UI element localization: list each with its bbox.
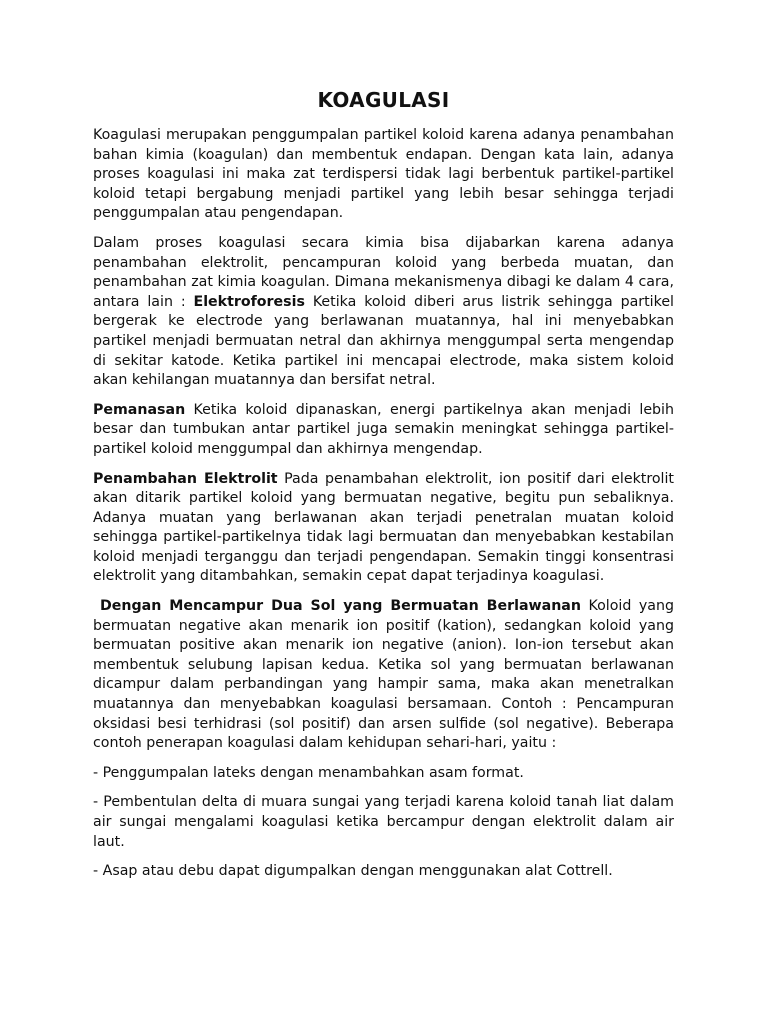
paragraph-mechanism-rest: Ketika koloid diberi arus listrik sehingga partikel bergerak ke electrode yang berlawanan muatannya, hal ini menyebabkan partikel menjadi bermuatan netral dan akhirnya menggumpal serta mengendap di sekitar katode. Ketika partikel ini mencapai electrode, maka sistem koloid akan kehilangan muatannya dan bersifat netral. [93,293,674,389]
paragraph-elektrolit [93,470,674,588]
document-title: KOAGULASI [317,88,450,112]
paragraph-dua-sol-text: Koloid yang bermuatan negative akan menarik ion positif (kation), sedangkan koloid yang bermuatan positive akan menarik ion negative (anion). Ion-ion tersebut akan membentuk selubung lapisan kedua. Ketika sol yang bermuatan berlawanan dicampur dalam perbandingan yang hampir sama, maka akan menetralkan muatannya dan menyebabkan koagulasi bersamaan. Contoh : Pencampuran oksidasi besi terhidrasi (sol positif) dan arsen sulfide (sol negative). Beberapa contoh penerapan koagulasi dalam kehidupan sehari-hari, yaitu : [93,598,674,752]
paragraph-definition: Koagulasi merupakan penggumpalan partikel koloid karena adanya penambahan bahan kimia (koagulan) dan membentuk endapan. Dengan kata lain, adanya proses koagulasi ini maka zat terdispersi tidak lagi berbentuk partikel-partikel koloid tetapi bergabung menjadi partikel yang lebih besar sehingga terjadi penggumpalan atau pengendapan. [93,127,674,222]
paragraph-mechanism [93,234,674,391]
term-elektroforesis: Elektroforesis [193,293,305,310]
term-penambahan-elektrolit: Penambahan Elektrolit [93,470,278,487]
paragraph-elektrolit-text: Pada penambahan elektrolit, ion positif dari elektrolit akan ditarik partikel koloid yang bermuatan negative, begitu pun sebaliknya. Adanya muatan yang berlawanan akan terjadi penetralan muatan koloid sehingga partikel-partikelnya tidak lagi bermuatan dan menyebabkan kestabilan koloid menjadi terganggu dan terjadi pengendapan. Semakin tinggi konsentrasi elektrolit yang ditambahkan, semakin cepat dapat terjadinya koagulasi. [93,470,674,585]
term-dua-sol: Dengan Mencampur Dua Sol yang Bermuatan Berlawanan [100,598,581,615]
paragraph-pemanasan [93,401,674,460]
list-item: - Pembentulan delta di muara sungai yang terjadi karena koloid tanah liat dalam air sungai mengalami koagulasi ketika bercampur dengan elektrolit dalam air laut. [93,794,674,850]
term-pemanasan: Pemanasan [93,401,186,418]
paragraph-mechanism-text: Dalam proses koagulasi secara kimia bisa dijabarkan karena adanya penambahan elektrolit, pencampuran koloid yang berbeda muatan, dan penambahan zat kimia koagulan. Dimana mekanismenya dibagi ke dalam 4 cara, antara lain : [93,234,674,310]
paragraph-dua-sol [93,597,674,754]
list-item: - Asap atau debu dapat digumpalkan dengan menggunakan alat Cottrell. [93,863,613,880]
paragraph-pemanasan-text: Ketika koloid dipanaskan, energi partikelnya akan menjadi lebih besar dan tumbukan antar partikel juga semakin meningkat sehingga partikel-partikel koloid menggumpal dan akhirnya mengendap. [93,401,674,457]
document-page [93,86,674,892]
list-item: - Penggumpalan lateks dengan menambahkan asam format. [93,764,524,781]
